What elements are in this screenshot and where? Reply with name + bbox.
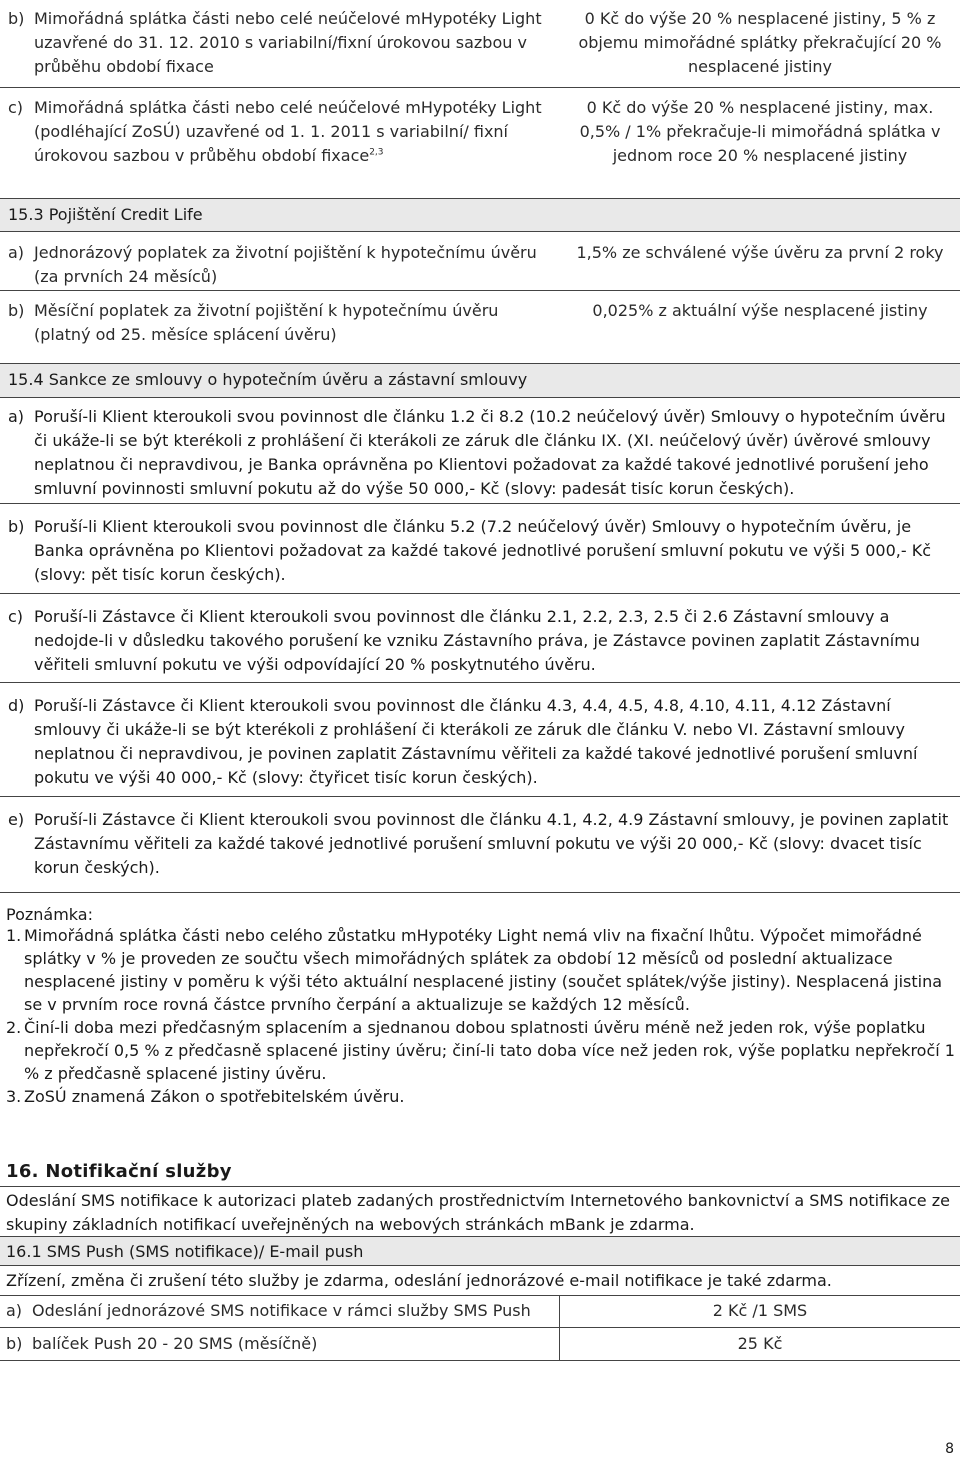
table-row bbox=[0, 1296, 960, 1328]
note-item bbox=[6, 924, 956, 1016]
table-row bbox=[0, 0, 960, 88]
row-text: balíček Push 20 - 20 SMS (měsíčně) bbox=[32, 1334, 318, 1353]
row-text: Poruší-li Zástavce či Klient kteroukoli svou povinnost dle článku 4.1, 4.2, 4.9 Zástavní smlouvy, je povinen zaplatit Zástavnímu věřiteli za každé takové jednotlivé porušení smluvní pokutu ve výši 20 000,- Kč (slovy: dvacet tisíc korun českých). bbox=[34, 810, 949, 877]
note-number: 3. bbox=[6, 1087, 22, 1106]
row-description bbox=[0, 88, 560, 198]
row-label: e) bbox=[8, 810, 25, 829]
row-label: c) bbox=[8, 607, 24, 626]
subsection-heading bbox=[0, 1237, 960, 1266]
table-row bbox=[0, 88, 960, 199]
row-label: c) bbox=[8, 98, 24, 117]
row-label: b) bbox=[6, 1334, 23, 1353]
row-label: b) bbox=[8, 517, 25, 536]
subsection-number: 16.1 SMS Push bbox=[6, 1242, 124, 1261]
row-value: 1,5% ze schválené výše úvěru za první 2 roky bbox=[576, 243, 944, 262]
section-heading: 15.3 Pojištění Credit Life bbox=[0, 199, 960, 232]
row-text: Poruší-li Zástavce či Klient kteroukoli svou povinnost dle článku 2.1, 2.2, 2.3, 2.5 či 2.6 Zástavní smlouvy a nedojde-li v důsledku takového porušení ke vzniku Zástavního práva, je Zástavce povinen zaplatit Zástavnímu věřiteli smluvní pokutu ve výši odpovídající 20 % poskytnutého úvěru. bbox=[34, 607, 920, 674]
row-text: Poruší-li Klient kteroukoli svou povinnost dle článku 5.2 (7.2 neúčelový úvěr) Smlouvy o hypotečním úvěru, je Banka oprávněna po Klientovi požadovat za každé takové jednotlivé porušení smluvní pokutu ve výši 5 000,- Kč (slovy: pět tisíc korun českých). bbox=[34, 517, 932, 584]
row-label: b) bbox=[8, 9, 25, 28]
row-text: Mimořádná splátka části nebo celé neúčelové mHypotéky Light uzavřené do 31. 12. 2010 s variabilní/fixní úrokovou sazbou v průběhu období fixace bbox=[34, 9, 542, 76]
row-value: 0 Kč do výše 20 % nesplacené jistiny, 5 % z objemu mimořádné splátky překračující 20 % nesplacené jistiny bbox=[578, 9, 942, 76]
row-label: a) bbox=[6, 1301, 23, 1320]
note-text: Mimořádná splátka části nebo celého zůstatku mHypotéky Light nemá vliv na fixační lhůtu. Výpočet mimořádné splátky v % je proveden ze součtu všech mimořádných splátek za období 12 měsíců od poslední aktualizace nesplacené jistiny v poměru k výši této aktuální nesplacené jistiny (součet splátek/výše jistiny). Nesplacená jistina se v prvním roce rovná částce prvního čerpání a aktualizuje se každých 12 měsíců. bbox=[24, 926, 943, 1014]
table-row bbox=[0, 594, 960, 683]
table-row bbox=[0, 398, 960, 504]
section-intro: Odeslání SMS notifikace k autorizaci plateb zadaných prostřednictvím Internetového bankovnictví a SMS notifikace ze skupiny základních notifikací uveřejněných na webových stránkách mBank je zdarma. bbox=[0, 1187, 960, 1237]
section-title: 16. Notifikační služby bbox=[0, 1158, 960, 1187]
row-description bbox=[0, 291, 560, 355]
row-text: Jednorázový poplatek za životní pojištění k hypotečnímu úvěru (za prvních 24 měsíců) bbox=[34, 243, 537, 286]
notes-title: Poznámka: bbox=[6, 905, 93, 924]
note-number: 2. bbox=[6, 1018, 22, 1037]
table-row bbox=[0, 683, 960, 797]
note-text: ZoSÚ znamená Zákon o spotřebitelském úvěru. bbox=[24, 1087, 405, 1106]
row-value: 0 Kč do výše 20 % nesplacené jistiny, max. 0,5% / 1% překračuje-li mimořádná splátka v jednom roce 20 % nesplacené jistiny bbox=[579, 98, 941, 165]
note-item bbox=[6, 1085, 956, 1108]
fee-table-top bbox=[0, 0, 960, 199]
row-label: a) bbox=[8, 243, 25, 262]
subsection-description: Zřízení, změna či zrušení této služby je zdarma, odeslání jednorázové e-mail notifikace je také zdarma. bbox=[0, 1266, 960, 1296]
section-15-3 bbox=[0, 199, 960, 355]
row-text: Odeslání jednorázové SMS notifikace v rámci služby SMS Push bbox=[32, 1301, 531, 1320]
row-value: 2 Kč /1 SMS bbox=[712, 1301, 808, 1320]
table-row bbox=[0, 291, 960, 355]
footnote-ref: 2,3 bbox=[369, 147, 384, 158]
row-label: b) bbox=[8, 301, 25, 320]
section-16 bbox=[0, 1158, 960, 1361]
row-value: 0,025% z aktuální výše nesplacené jistiny bbox=[592, 301, 928, 320]
row-text: Poruší-li Klient kteroukoli svou povinnost dle článku 1.2 či 8.2 (10.2 neúčelový úvěr) Smlouvy o hypotečním úvěru či ukáže-li se být kterékoli z prohlášení či kterákoli ze záruk dle článku IX. (XI. neúčelový úvěr) úvěrové smlouvy neplatnou či nepravdivou, je Banka oprávněna po Klientovi požadovat za každé takové jednotlivé porušení jeho smluvní povinnosti smluvní pokutu až do výše 50 000,- Kč (slovy: padesát tisíc korun českých). bbox=[34, 407, 946, 498]
row-value: 25 Kč bbox=[737, 1334, 783, 1353]
row-description bbox=[0, 1328, 560, 1360]
note-item bbox=[6, 1016, 956, 1085]
row-description bbox=[0, 1296, 560, 1327]
section-heading: 15.4 Sankce ze smlouvy o hypotečním úvěru a zástavní smlouvy bbox=[0, 363, 960, 398]
row-label: d) bbox=[8, 696, 25, 715]
note-text: Činí-li doba mezi předčasným splacením a sjednanou dobou splatnosti úvěru méně než jeden rok, výše poplatku nepřekročí 0,5 % z předčasně splacené jistiny úvěru; činí-li tato doba více než jeden rok, výše poplatku nepřekročí 1 % z předčasně splacené jistiny úvěru. bbox=[24, 1018, 955, 1083]
table-row bbox=[0, 232, 960, 291]
section-15-4 bbox=[0, 363, 960, 893]
table-row bbox=[0, 797, 960, 893]
note-number: 1. bbox=[6, 926, 22, 945]
subsection-title-rest: (SMS notifikace)/ E-mail push bbox=[123, 1242, 364, 1261]
row-text: Měsíční poplatek za životní pojištění k hypotečnímu úvěru (platný od 25. měsíce splácení úvěru) bbox=[34, 301, 499, 344]
row-description bbox=[0, 232, 560, 290]
table-row bbox=[0, 1328, 960, 1361]
row-description bbox=[0, 0, 560, 87]
row-text: Mimořádná splátka části nebo celé neúčelové mHypotéky Light (podléhající ZoSÚ) uzavřené od 1. 1. 2011 s variabilní/ fixní úrokovou sazbou v průběhu období fixace bbox=[34, 98, 542, 165]
page-number: 8 bbox=[945, 1441, 954, 1457]
row-label: a) bbox=[8, 407, 25, 426]
notes bbox=[6, 905, 956, 1108]
row-text: Poruší-li Zástavce či Klient kteroukoli svou povinnost dle článku 4.3, 4.4, 4.5, 4.8, 4.10, 4.11, 4.12 Zástavní smlouvy či ukáže-li se být kterékoli z prohlášení či kterákoli ze záruk dle článku V. nebo VI. Zástavní smlouvy neplatnou či nepravdivou, je povinen zaplatit Zástavnímu věřiteli za každé takové jednotlivé porušení smluvní pokutu ve výši 40 000,- Kč (slovy: čtyřicet tisíc korun českých). bbox=[34, 696, 918, 787]
table-row bbox=[0, 504, 960, 594]
